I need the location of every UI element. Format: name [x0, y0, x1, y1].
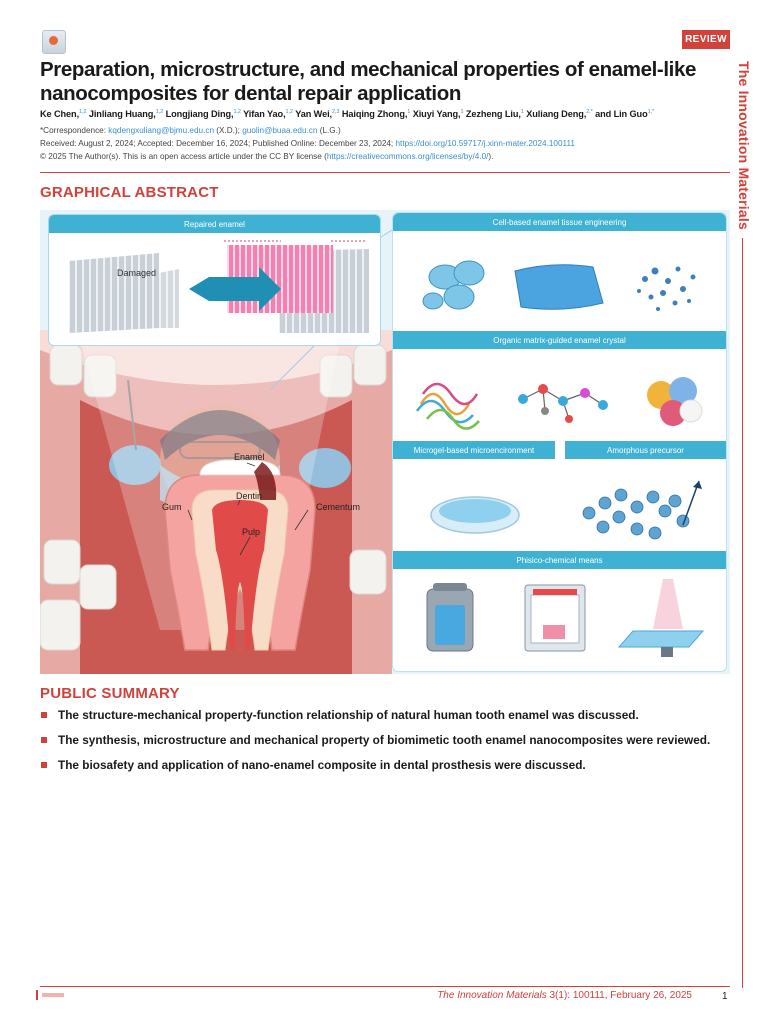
author[interactable]: Ke Chen,$^{1,2}$	[40, 109, 87, 120]
damaged-label: Damaged	[117, 268, 157, 278]
panel-title-repaired-enamel: Repaired enamel	[49, 215, 380, 233]
side-rule	[742, 238, 743, 988]
label-gum: Gum	[162, 502, 182, 512]
correspondence-label: *Correspondence:	[40, 126, 109, 135]
review-badge: REVIEW	[682, 30, 730, 49]
panel-title-cell-based: Cell-based enamel tissue engineering	[393, 213, 726, 231]
organic-matrix-illustration	[393, 349, 726, 445]
author[interactable]: Longjiang Ding,$^{1,2}$	[165, 109, 241, 120]
enamel-rods-illustration	[49, 233, 380, 345]
physico-chemical-illustration	[393, 569, 726, 669]
bullet-icon	[41, 762, 47, 768]
correspondence-who: (L.G.)	[317, 126, 341, 135]
footer-citation-details: 3(1): 100111, February 26, 2025	[546, 990, 692, 1001]
author-list	[40, 109, 720, 119]
label-dentin: Dentin	[236, 491, 263, 501]
correspondence-who: (X.D.);	[214, 126, 243, 135]
bullet-icon	[41, 712, 47, 718]
author[interactable]: Yan Wei,$^{2,3}$	[295, 109, 340, 120]
footer-divider	[40, 986, 730, 987]
author[interactable]: Xiuyi Yang,$^1$	[412, 109, 464, 120]
repaired-enamel-card	[48, 214, 381, 346]
license-text: © 2025 The Author(s). This is an open access article under the CC BY license (	[40, 152, 327, 161]
footer-citation	[400, 990, 692, 1001]
public-summary-heading: PUBLIC SUMMARY	[40, 685, 180, 702]
author[interactable]: Xuliang Deng,$^{2,*}$	[526, 109, 593, 120]
footer-journal-name: The Innovation Materials	[437, 990, 547, 1001]
dates-line	[40, 139, 720, 148]
label-enamel: Enamel	[234, 452, 265, 462]
author[interactable]: Yifan Yao,$^{1,2}$	[243, 109, 293, 120]
dates-text: Received: August 2, 2024; Accepted: December 16, 2024; Published Online: December 23, 2024;	[40, 139, 396, 148]
panel-title-microgel: Microgel-based microencironment	[393, 441, 555, 459]
correspondence-line	[40, 126, 720, 135]
license-line	[40, 152, 720, 161]
article-title: Preparation, microstructure, and mechanical properties of enamel-like nanocomposites for dental repair application	[40, 58, 696, 105]
footer-journal-logo	[36, 990, 68, 1000]
journal-logo	[42, 30, 66, 54]
summary-item	[40, 758, 730, 773]
public-summary-list	[40, 708, 730, 783]
cell-based-illustration	[393, 231, 726, 329]
author[interactable]: and Lin Guo$^{1,*}$	[595, 109, 655, 120]
summary-text: The biosafety and application of nano-enamel composite in dental prosthesis were discussed.	[58, 758, 586, 772]
label-cementum: Cementum	[316, 502, 361, 512]
license-text: ).	[488, 152, 494, 161]
strategy-panels	[392, 212, 727, 672]
license-link[interactable]: https://creativecommons.org/licenses/by/4.0/	[326, 152, 489, 161]
label-pulp: Pulp	[242, 527, 261, 537]
author[interactable]: Zezheng Liu,$^1$	[465, 109, 524, 120]
graphical-abstract-figure	[40, 210, 730, 674]
author[interactable]: Jinliang Huang,$^{1,2}$	[88, 109, 164, 120]
side-journal-title-text: The Innovation Materials	[736, 61, 752, 230]
email-link-deng[interactable]: kqdengxuliang@bjmu.edu.cn	[108, 126, 215, 135]
microgel-amorphous-illustration	[393, 459, 726, 553]
doi-link[interactable]: https://doi.org/10.59717/j.xinn-mater.2024.100111	[395, 139, 575, 148]
page-number: 1	[722, 991, 728, 1002]
dental-scene	[40, 210, 392, 674]
summary-item	[40, 708, 730, 723]
summary-text: The structure-mechanical property-function relationship of natural human tooth enamel was discussed.	[58, 708, 639, 722]
summary-item	[40, 733, 730, 748]
side-journal-title	[722, 58, 766, 233]
header-divider	[40, 172, 730, 173]
summary-text: The synthesis, microstructure and mechanical property of biomimetic tooth enamel nanocomposites were reviewed.	[58, 733, 711, 747]
bullet-icon	[41, 737, 47, 743]
author[interactable]: Haiqing Zhong,$^1$	[341, 109, 411, 120]
panel-title-amorphous: Amorphous precursor	[565, 441, 726, 459]
panel-title-physico-chemical: Phisico-chemical means	[393, 551, 726, 569]
graphical-abstract-heading: GRAPHICAL ABSTRACT	[40, 184, 219, 201]
panel-title-organic-matrix: Organic matrix-guided enamel crystal	[393, 331, 726, 349]
email-link-guo[interactable]: guolin@buaa.edu.cn	[242, 126, 318, 135]
